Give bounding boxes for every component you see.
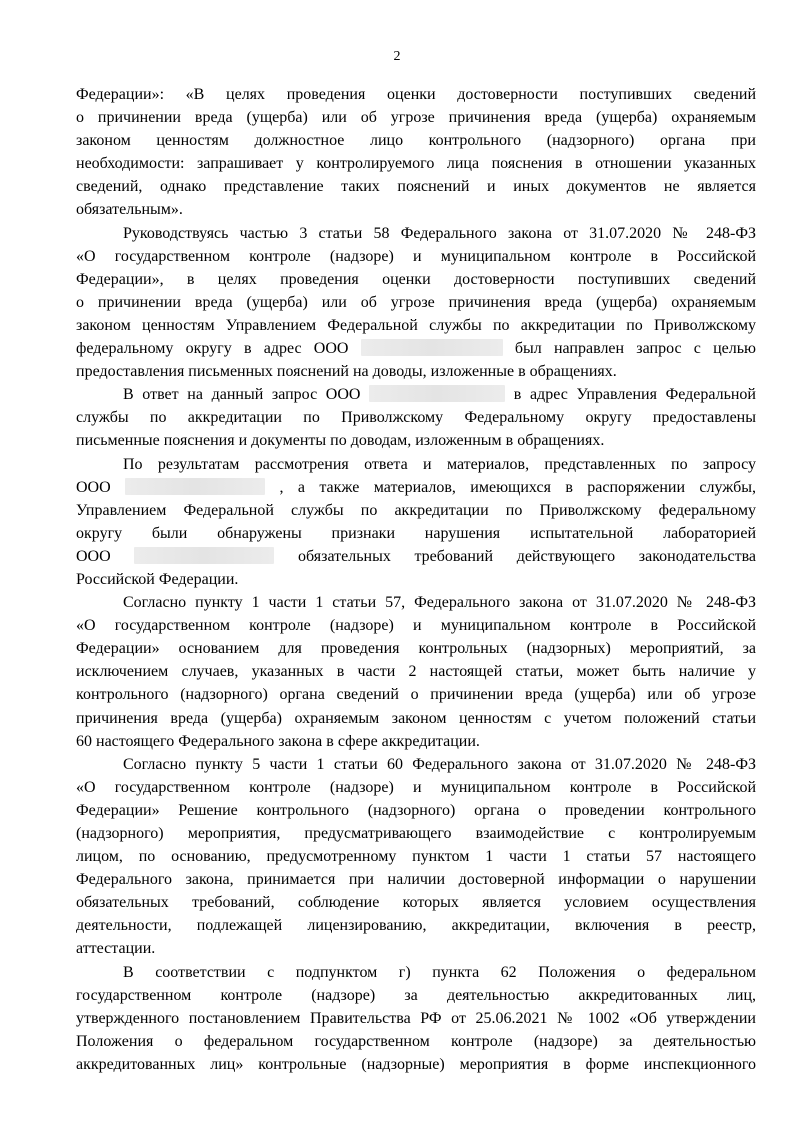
text-line: (надзорного) мероприятия, предусматривающего взаимодействие с контролируемым	[76, 825, 756, 842]
text-line: Руководствуясь частью 3 статьи 58 Федерального закона от 31.07.2020 № 248-ФЗ	[123, 224, 756, 242]
paragraph-7	[76, 961, 756, 1076]
text-fragment: , а также материалов, имеющихся в распоряжении службы,	[279, 478, 756, 496]
text-line: «О государственном контроле (надзоре) и муниципальном контроле в Российской	[76, 617, 756, 635]
text-line: законом ценностям Управлением Федеральной службы по аккредитации по Приволжскому	[76, 316, 756, 334]
text-line: Российской Федерации.	[76, 570, 239, 588]
text-fragment: был направлен запрос с целью	[514, 340, 756, 358]
text-line: аккредитованных лиц» контрольные (надзорные) мероприятия в форме инспекционного	[76, 1055, 756, 1073]
text-line-with-redaction	[76, 545, 756, 568]
text-fragment: федеральному округу в адрес ООО	[76, 340, 349, 358]
text-line: Согласно пункту 5 части 1 статьи 60 Федерального закона от 31.07.2020 № 248-ФЗ	[123, 755, 756, 773]
text-line: Управлением Федеральной службы по аккредитации по Приволжскому федеральному	[76, 501, 756, 519]
text-line: «О государственном контроле (надзоре) и муниципальном контроле в Российской	[76, 247, 756, 265]
text-line: государственном контроле (надзоре) за деятельностью аккредитованных лиц,	[76, 986, 756, 1004]
text-line: о причинении вреда (ущерба) или об угрозе причинения вреда (ущерба) охраняемым	[76, 293, 756, 311]
text-line: законом ценностям должностное лицо контрольного (надзорного) органа при	[76, 132, 756, 150]
text-fragment: в адрес Управления Федеральной	[513, 386, 756, 404]
text-line: сведений, однако представление таких пояснений и иных документов не является	[76, 178, 756, 196]
paragraph-4	[76, 453, 756, 592]
text-line: Согласно пункту 1 части 1 статьи 57, Федерального закона от 31.07.2020 № 248-ФЗ	[123, 594, 756, 612]
text-line: Федерации», в целях проведения оценки достоверности поступивших сведений	[76, 270, 756, 288]
paragraph-3	[76, 383, 756, 452]
text-fragment: В ответ на данный запрос ООО	[123, 386, 361, 404]
document-body	[76, 83, 756, 1076]
text-fragment: ООО	[76, 478, 111, 496]
redacted-company-name	[361, 339, 503, 356]
text-line: По результатам рассмотрения ответа и материалов, представленных по запросу	[123, 455, 756, 473]
text-line: Положения о федеральном государственном контроле (надзоре) за деятельностью	[76, 1032, 756, 1050]
text-line: контрольного (надзорного) органа сведений о причинении вреда (ущерба) или об угрозе	[76, 686, 756, 704]
text-line: обязательным».	[76, 201, 183, 219]
paragraph-1	[76, 83, 756, 222]
redacted-company-name	[369, 385, 505, 402]
text-line: исключением случаев, указанных в части 2 настоящей статьи, может быть наличие у	[76, 663, 756, 681]
text-line-with-redaction	[76, 337, 756, 360]
text-fragment: обязательных требований действующего законодательства	[298, 547, 756, 565]
text-line: причинения вреда (ущерба) охраняемым законом ценностям с учетом положений статьи	[76, 709, 756, 727]
text-line: аттестации.	[76, 940, 156, 958]
text-line: службы по аккредитации по Приволжскому Федеральному округу предоставлены	[76, 409, 756, 427]
redacted-company-name	[134, 547, 274, 564]
text-fragment: ООО	[76, 547, 111, 565]
text-line: необходимости: запрашивает у контролируемого лица пояснения в отношении указанных	[76, 155, 756, 173]
text-line: 60 настоящего Федерального закона в сфере аккредитации.	[76, 732, 480, 750]
text-line: обязательных требований, соблюдение которых является условием осуществления	[76, 894, 756, 912]
text-line: утвержденного постановлением Правительства РФ от 25.06.2021 № 1002 «Об утверждении	[76, 1009, 756, 1027]
text-line: В соответствии с подпунктом г) пункта 62 Положения о федеральном	[123, 963, 756, 981]
paragraph-5	[76, 591, 756, 753]
text-line: Федерации»: «В целях проведения оценки достоверности поступивших сведений	[76, 86, 756, 103]
text-line: «О государственном контроле (надзоре) и муниципальном контроле в Российской	[76, 778, 756, 796]
text-line-with-redaction	[76, 383, 756, 406]
text-line: Федерального закона, принимается при наличии достоверной информации о нарушении	[76, 871, 756, 889]
text-line: предоставления письменных пояснений на доводы, изложенные в обращениях.	[76, 363, 617, 381]
paragraph-6	[76, 753, 756, 961]
text-line: деятельности, подлежащей лицензированию, аккредитации, включения в реестр,	[76, 917, 756, 935]
text-line: Федерации» основанием для проведения контрольных (надзорных) мероприятий, за	[76, 640, 756, 658]
text-line: Федерации» Решение контрольного (надзорного) органа о проведении контрольного	[76, 801, 756, 819]
redacted-company-name	[125, 478, 265, 495]
text-line: о причинении вреда (ущерба) или об угрозе причинения вреда (ущерба) охраняемым	[76, 109, 756, 127]
text-line: письменные пояснения и документы по доводам, изложенным в обращениях.	[76, 432, 605, 450]
text-line-with-redaction	[76, 476, 756, 499]
text-line: округу были обнаружены признаки нарушения испытательной лабораторией	[76, 524, 756, 542]
page-number: 2	[393, 49, 401, 64]
paragraph-2	[76, 222, 756, 384]
text-line: лицом, по основанию, предусмотренному пунктом 1 части 1 статьи 57 настоящего	[76, 848, 756, 866]
